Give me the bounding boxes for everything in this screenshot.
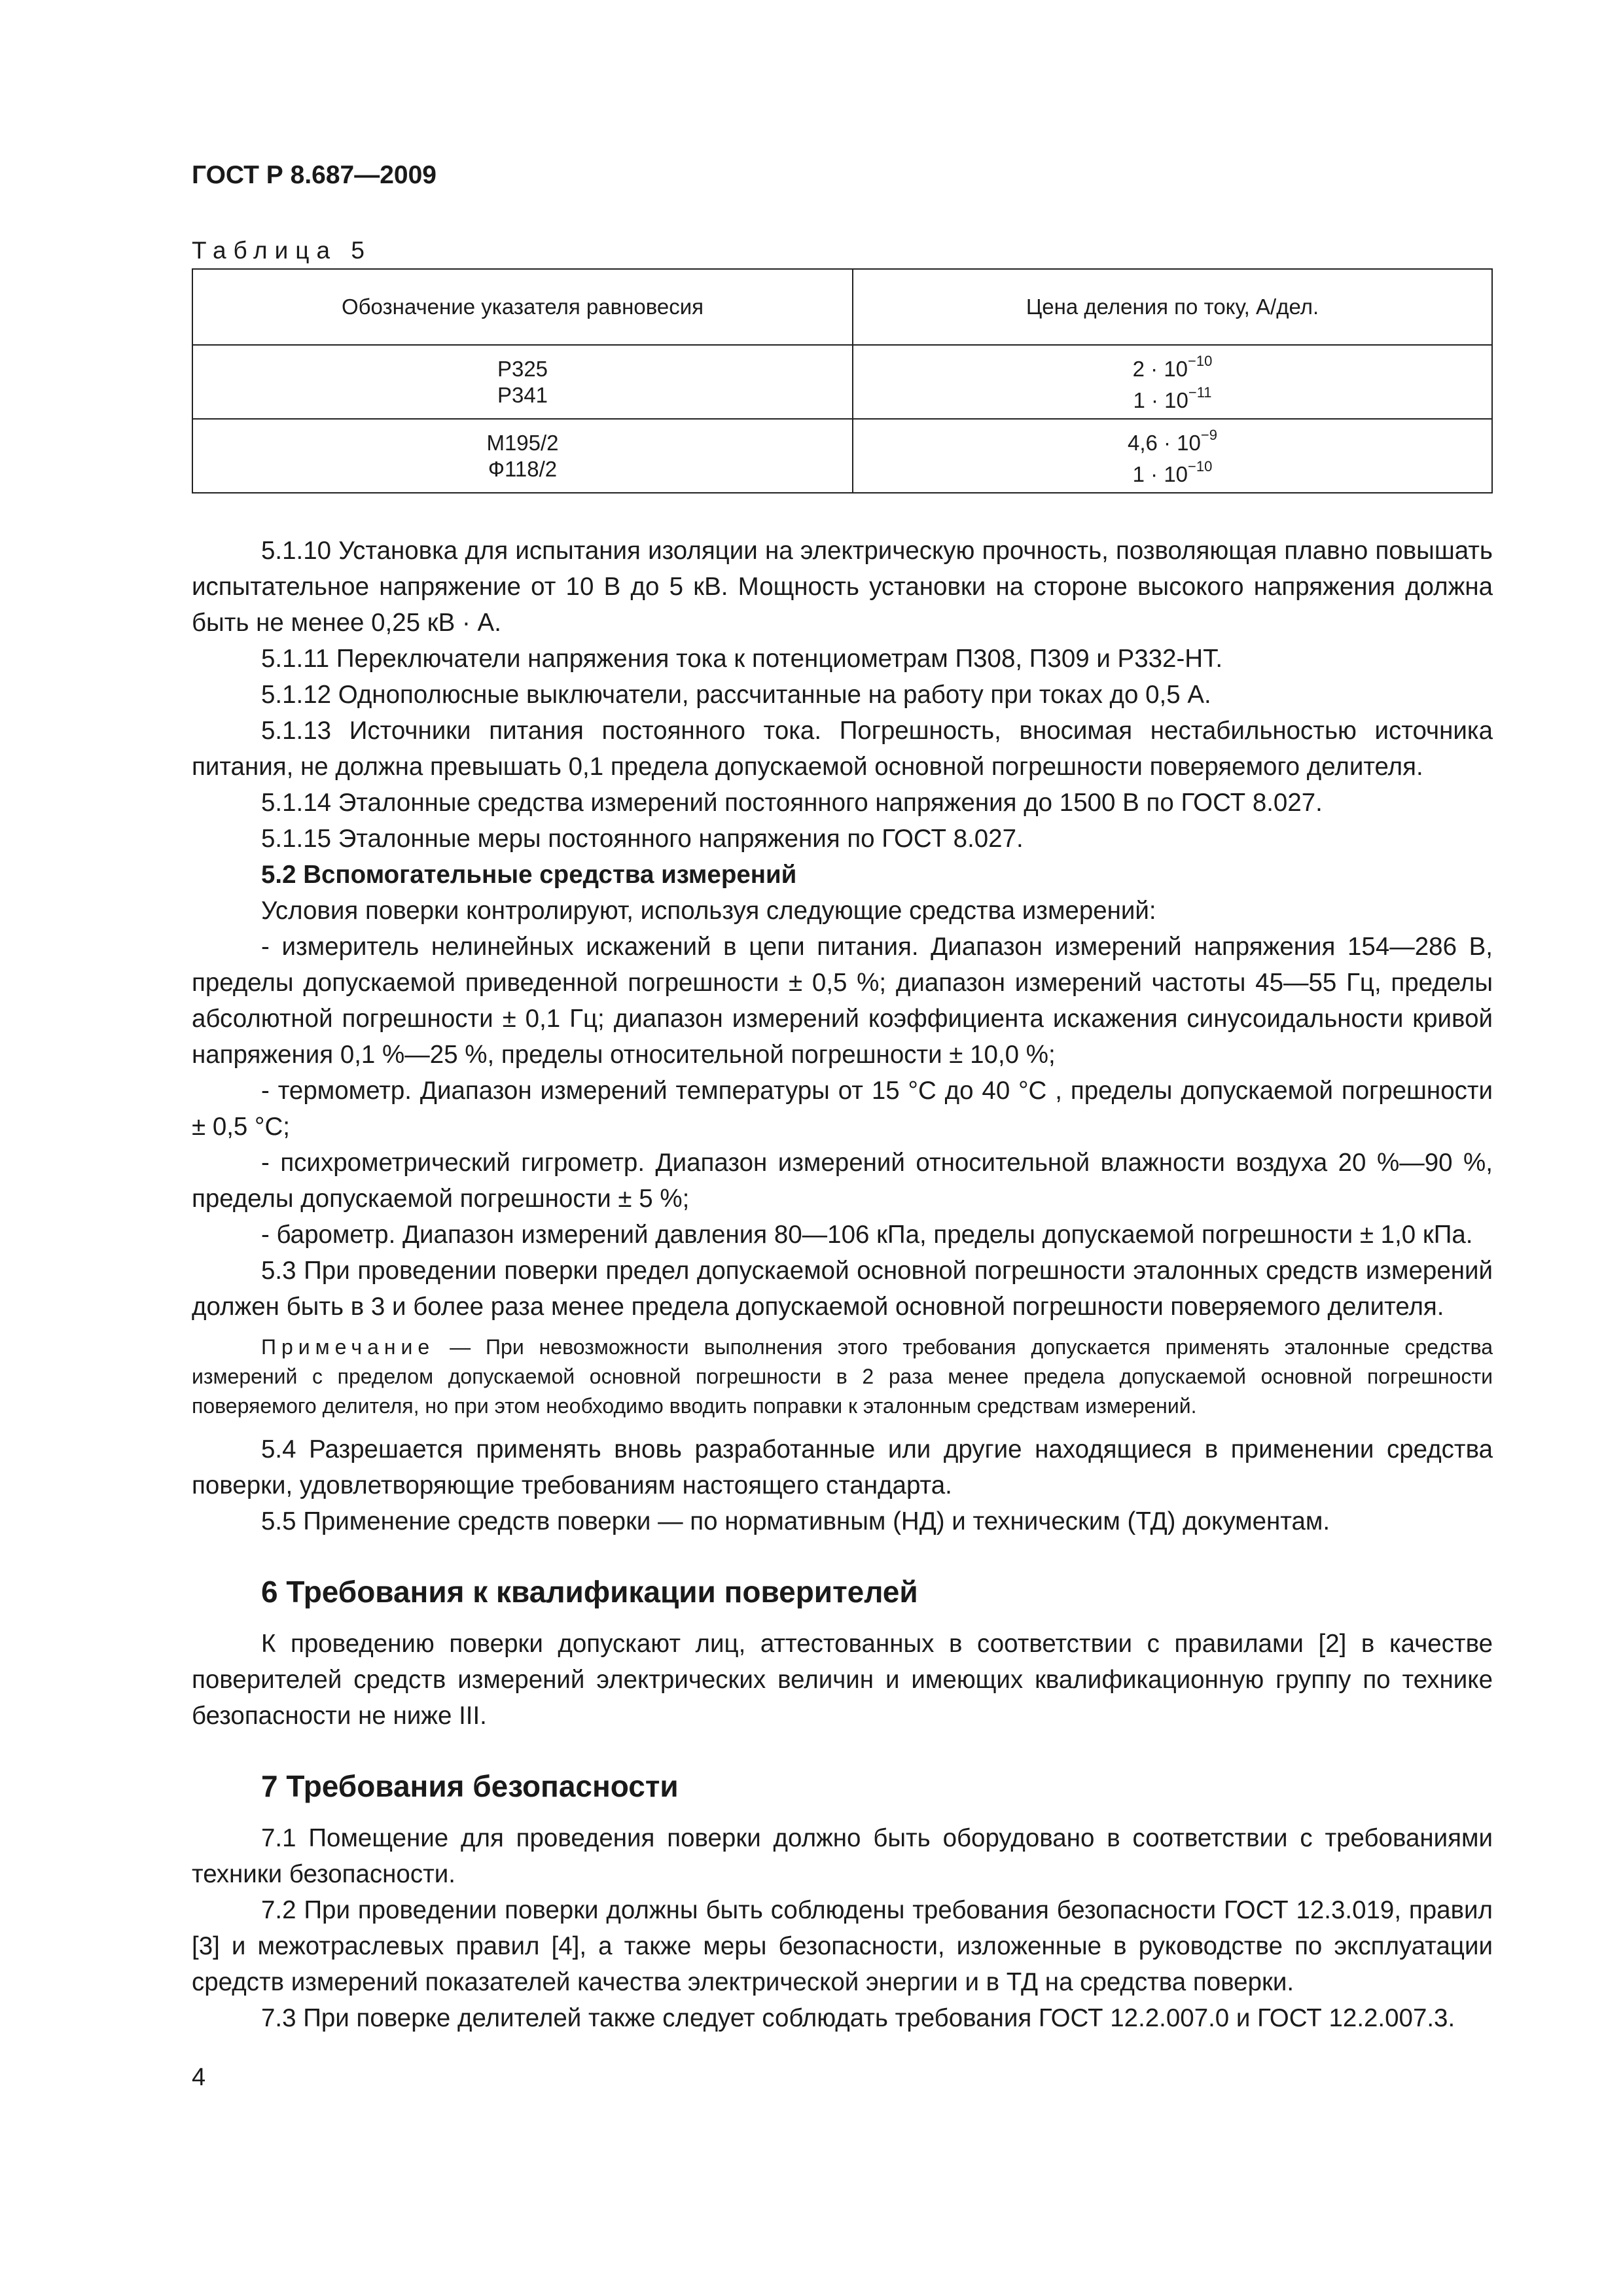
paragraph-5-3: 5.3 При проведении поверки предел допускаемой основной погрешности эталонных средств измерений должен быть в 3 и более раза менее предела допускаемой основной погрешности поверяемого делителя. xyxy=(192,1257,1493,1321)
paragraph-5-4: 5.4 Разрешается применять вновь разработанные или другие находящиеся в применении средства поверки, удовлетворяющие требованиям настоящего стандарта. xyxy=(192,1435,1493,1499)
indicator-name: М195/2 xyxy=(486,430,559,455)
paragraph-5-2-intro: Условия поверки контролируют, используя следующие средства измерений: xyxy=(261,897,1156,925)
note-label: Примечание xyxy=(261,1335,435,1359)
indicator-name: Р325 xyxy=(497,356,548,381)
paragraph-5-1-10: 5.1.10 Установка для испытания изоляции на электрическую прочность, позволяющая плавно повышать испытательное напряжение от 10 В до 5 кВ. Мощность установки на стороне высокого напряжения должна быть не менее 0,25 кВ · А. xyxy=(192,537,1493,637)
paragraph-7-3: 7.3 При поверке делителей также следует соблюдать требования ГОСТ 12.2.007.0 и ГОСТ 12.2.007.3. xyxy=(261,2004,1455,2032)
paragraph-5-1-15: 5.1.15 Эталонные меры постоянного напряжения по ГОСТ 8.027. xyxy=(261,825,1024,853)
paragraph-7-1: 7.1 Помещение для проведения поверки должно быть оборудовано в соответствии с требованиями техники безопасности. xyxy=(192,1824,1493,1888)
note-text: — При невозможности выполнения этого требования допускается применять эталонные средства измерений с пределом допускаемой основной погрешности в 2 раза менее предела допускаемой основной погрешности поверяемого делителя, но при этом необходимо вводить поправки к эталонным средствам измерений. xyxy=(192,1335,1493,1418)
table-caption: Таблица 5 xyxy=(192,237,372,264)
table-row xyxy=(192,345,1492,419)
paragraph-5-1-13: 5.1.13 Источники питания постоянного тока. Погрешность, вносимая нестабильностью источника питания, не должна превышать 0,1 предела допускаемой основной погрешности поверяемого делителя. xyxy=(192,717,1493,781)
list-item-hygrometer: - психрометрический гигрометр. Диапазон измерений относительной влажности воздуха 20 %—90 %, пределы допускаемой погрешности ± 5 %; xyxy=(192,1149,1493,1213)
list-item-barometer: - барометр. Диапазон измерений давления 80—106 кПа, пределы допускаемой погрешности ± 1,0 кПа. xyxy=(261,1221,1473,1249)
division-value: $1 \cdot 10^{-10}$ xyxy=(1132,457,1213,486)
table-header-row xyxy=(192,269,1492,345)
table-row xyxy=(192,419,1492,493)
paragraph-7-2: 7.2 При проведении поверки должны быть соблюдены требования безопасности ГОСТ 12.3.019, правил [3] и межотраслевых правил [4], а также меры безопасности, изложенные в руководстве по эксплуатации средств измерений показателей качества электрической энергии и в ТД на средства поверки. xyxy=(192,1896,1493,1996)
paragraph-6: К проведению поверки допускают лиц, аттестованных в соответствии с правилами [2] в качестве поверителей средств измерений электрических величин и имеющих квалификационную группу по технике безопасности не ниже III. xyxy=(192,1630,1493,1730)
table-5 xyxy=(192,268,1493,493)
division-value: $2 \cdot 10^{-10}$ xyxy=(1132,352,1213,381)
list-item-distortion-meter: - измеритель нелинейных искажений в цепи питания. Диапазон измерений напряжения 154—286 В, пределы допускаемой приведенной погрешности ± 0,5 %; диапазон измерений частоты 45—55 Гц, пределы абсолютной погрешности ± 0,1 Гц; диапазон измерений коэффициента искажения синусоидальности кривой напряжения 0,1 %—25 %, пределы относительной погрешности ± 10,0 %; xyxy=(192,933,1493,1069)
column-header: Обозначение указателя равновесия xyxy=(192,269,853,345)
paragraph-5-1-11: 5.1.11 Переключатели напряжения тока к потенциометрам П308, П309 и Р332-НТ. xyxy=(261,645,1223,673)
note xyxy=(192,1333,1493,1421)
table-cell-values xyxy=(853,419,1492,493)
indicator-name: Р341 xyxy=(497,382,548,407)
page-number: 4 xyxy=(192,2064,206,2091)
column-header: Цена деления по току, А/дел. xyxy=(853,269,1492,345)
section-heading-7: 7 Требования безопасности xyxy=(261,1769,679,1803)
paragraph-5-1-12: 5.1.12 Однополюсные выключатели, рассчитанные на работу при токах до 0,5 А. xyxy=(261,681,1211,709)
list-item-thermometer: - термометр. Диапазон измерений температуры от 15 °С до 40 °С , пределы допускаемой погрешности ± 0,5 °С; xyxy=(192,1077,1493,1141)
subsection-heading-5-2: 5.2 Вспомогательные средства измерений xyxy=(261,861,797,889)
section-heading-6: 6 Требования к квалификации поверителей xyxy=(261,1575,918,1609)
table-cell-names xyxy=(192,345,853,419)
table-cell-names xyxy=(192,419,853,493)
paragraph-5-5: 5.5 Применение средств поверки — по нормативным (НД) и техническим (ТД) документам. xyxy=(261,1507,1330,1535)
division-value: $4,6 \cdot 10^{-9}$ xyxy=(1127,426,1217,455)
table-cell-values xyxy=(853,345,1492,419)
indicator-name: Ф118/2 xyxy=(488,456,558,481)
document-code-header: ГОСТ Р 8.687—2009 xyxy=(192,161,437,189)
body-text xyxy=(192,533,1493,2036)
paragraph-5-1-14: 5.1.14 Эталонные средства измерений постоянного напряжения до 1500 В по ГОСТ 8.027. xyxy=(261,789,1323,817)
division-value: $1 \cdot 10^{-11}$ xyxy=(1133,384,1212,412)
